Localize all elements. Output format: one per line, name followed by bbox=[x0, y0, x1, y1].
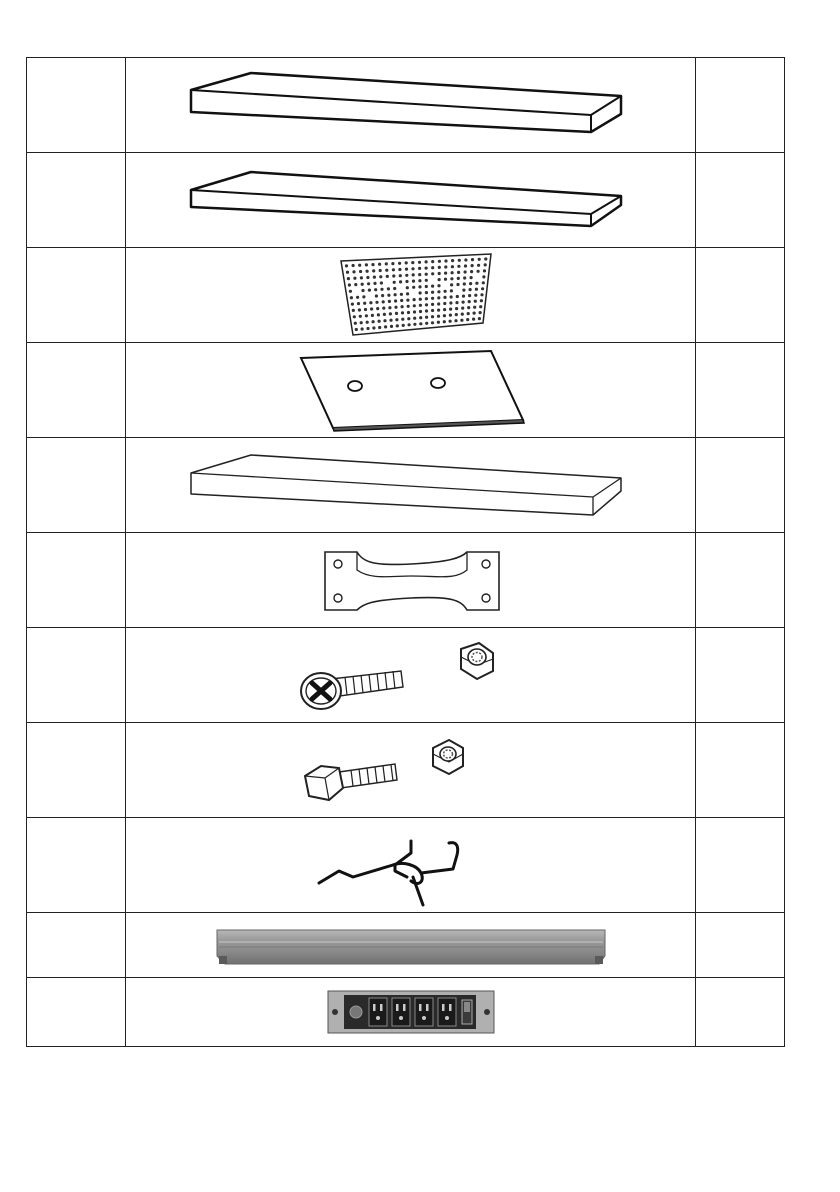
part-id bbox=[27, 153, 126, 248]
perforation-hole bbox=[443, 308, 446, 311]
perforation-hole bbox=[418, 279, 421, 282]
perforation-hole bbox=[461, 301, 464, 304]
perforation-hole bbox=[406, 299, 409, 302]
part-row bbox=[27, 248, 785, 343]
part-row bbox=[27, 978, 785, 1047]
perforation-hole bbox=[371, 263, 374, 266]
part-qty bbox=[696, 628, 785, 723]
part-image bbox=[126, 343, 696, 438]
perforation-hole bbox=[437, 272, 440, 275]
perforation-hole bbox=[391, 268, 394, 271]
part-row bbox=[27, 723, 785, 818]
perforation-hole bbox=[418, 273, 421, 276]
perforation-hole bbox=[354, 328, 357, 331]
perforation-hole bbox=[378, 326, 381, 329]
perforation-hole bbox=[354, 283, 357, 286]
perforation-hole bbox=[356, 302, 359, 305]
perforation-hole bbox=[443, 302, 446, 305]
perforation-hole bbox=[424, 297, 427, 300]
perforation-hole bbox=[379, 281, 382, 284]
perforation-hole bbox=[454, 319, 457, 322]
part-row bbox=[27, 58, 785, 153]
part-image bbox=[126, 628, 696, 723]
perforation-hole bbox=[366, 327, 369, 330]
perforation-hole bbox=[436, 321, 439, 324]
part-row bbox=[27, 818, 785, 913]
perforation-hole bbox=[356, 296, 359, 299]
perforation-hole bbox=[393, 293, 396, 296]
perforation-hole bbox=[405, 286, 408, 289]
perforation-hole bbox=[466, 318, 469, 321]
perforation-hole bbox=[351, 309, 354, 312]
perforation-hole bbox=[450, 271, 453, 274]
perforation-hole bbox=[378, 263, 381, 266]
perforation-hole bbox=[476, 270, 479, 273]
perforation-hole bbox=[372, 326, 375, 329]
perforation-hole bbox=[473, 300, 476, 303]
perforation-hole bbox=[382, 313, 385, 316]
perforation-hole bbox=[385, 269, 388, 272]
perforation-hole bbox=[449, 301, 452, 304]
perforation-hole bbox=[424, 267, 427, 270]
board-panel-icon bbox=[181, 445, 641, 525]
outlet-icon bbox=[369, 998, 387, 1026]
perforation-hole bbox=[437, 266, 440, 269]
perforation-hole bbox=[436, 315, 439, 318]
perforation-hole bbox=[378, 269, 381, 272]
perforation-hole bbox=[392, 281, 395, 284]
perforation-hole bbox=[456, 277, 459, 280]
part-row bbox=[27, 533, 785, 628]
perforation-hole bbox=[359, 276, 362, 279]
perforation-hole bbox=[431, 303, 434, 306]
part-qty bbox=[696, 978, 785, 1047]
perforation-hole bbox=[400, 299, 403, 302]
perforation-hole bbox=[394, 312, 397, 315]
perforation-hole bbox=[472, 312, 475, 315]
perforation-hole bbox=[437, 296, 440, 299]
perforation-hole bbox=[454, 313, 457, 316]
perforation-hole bbox=[455, 301, 458, 304]
outlet-icon bbox=[438, 998, 456, 1026]
perforation-hole bbox=[474, 294, 477, 297]
perforation-hole bbox=[411, 267, 414, 270]
perforation-hole bbox=[405, 274, 408, 277]
perforation-hole bbox=[482, 269, 485, 272]
perforation-hole bbox=[450, 265, 453, 268]
perforation-hole bbox=[419, 322, 422, 325]
perforation-hole bbox=[351, 264, 354, 267]
perforation-hole bbox=[457, 265, 460, 268]
perforation-hole bbox=[406, 311, 409, 314]
perforation-hole bbox=[457, 259, 460, 262]
perforation-hole bbox=[362, 295, 365, 298]
perforation-hole bbox=[367, 282, 370, 285]
perforation-hole bbox=[460, 313, 463, 316]
perforation-hole bbox=[437, 309, 440, 312]
perforation-hole bbox=[462, 282, 465, 285]
perforation-hole bbox=[444, 259, 447, 262]
wire-hook-icon bbox=[311, 821, 511, 909]
perforation-hole bbox=[374, 288, 377, 291]
perforation-hole bbox=[468, 288, 471, 291]
perforation-hole bbox=[412, 310, 415, 313]
part-qty bbox=[696, 723, 785, 818]
perforation-hole bbox=[366, 276, 369, 279]
perforation-hole bbox=[412, 286, 415, 289]
part-row bbox=[27, 343, 785, 438]
perforation-hole bbox=[404, 261, 407, 264]
perforation-hole bbox=[474, 288, 477, 291]
perforation-hole bbox=[372, 269, 375, 272]
perforation-hole bbox=[460, 319, 463, 322]
part-row bbox=[27, 913, 785, 978]
perforation-hole bbox=[359, 321, 362, 324]
perforation-hole bbox=[353, 277, 356, 280]
part-qty bbox=[696, 58, 785, 153]
perforation-hole bbox=[443, 278, 446, 281]
perforation-hole bbox=[371, 320, 374, 323]
perforation-hole bbox=[418, 298, 421, 301]
perforation-hole bbox=[411, 273, 414, 276]
part-qty bbox=[696, 913, 785, 978]
perforation-hole bbox=[411, 261, 414, 264]
part-id bbox=[27, 438, 126, 533]
perforation-hole bbox=[400, 305, 403, 308]
perforation-hole bbox=[369, 301, 372, 304]
perforation-hole bbox=[469, 282, 472, 285]
perforation-hole bbox=[385, 275, 388, 278]
part-image bbox=[126, 913, 696, 978]
perforation-hole bbox=[467, 300, 470, 303]
long-board-icon bbox=[181, 65, 641, 145]
perforation-hole bbox=[381, 294, 384, 297]
perforation-hole bbox=[386, 287, 389, 290]
perforation-hole bbox=[477, 258, 480, 261]
perforation-hole bbox=[418, 310, 421, 313]
outlet-icon bbox=[415, 998, 433, 1026]
perforation-hole bbox=[361, 289, 364, 292]
perforation-hole bbox=[431, 297, 434, 300]
perforation-hole bbox=[483, 263, 486, 266]
perforation-hole bbox=[424, 309, 427, 312]
perforation-hole bbox=[481, 281, 484, 284]
perforation-hole bbox=[401, 318, 404, 321]
perforation-hole bbox=[358, 315, 361, 318]
perforation-hole bbox=[417, 261, 420, 264]
hex-nut-icon bbox=[433, 740, 463, 774]
perforation-hole bbox=[411, 280, 414, 283]
perforation-hole bbox=[457, 271, 460, 274]
perforation-hole bbox=[413, 317, 416, 320]
perforation-hole bbox=[365, 270, 368, 273]
long-board-icon bbox=[181, 160, 641, 240]
perforation-hole bbox=[424, 291, 427, 294]
perforation-hole bbox=[391, 262, 394, 265]
perforation-hole bbox=[359, 270, 362, 273]
perforation-hole bbox=[352, 315, 355, 318]
part-qty bbox=[696, 153, 785, 248]
perforation-hole bbox=[404, 268, 407, 271]
power-switch-icon bbox=[462, 1000, 472, 1024]
perforation-hole bbox=[470, 258, 473, 261]
part-qty bbox=[696, 248, 785, 343]
perforation-hole bbox=[348, 290, 351, 293]
perforation-hole bbox=[376, 307, 379, 310]
perforation-hole bbox=[413, 323, 416, 326]
perforation-hole bbox=[478, 311, 481, 314]
perforation-hole bbox=[345, 271, 348, 274]
perforation-hole bbox=[479, 299, 482, 302]
perforation-hole bbox=[451, 259, 454, 262]
perforation-hole bbox=[395, 324, 398, 327]
perforation-hole bbox=[384, 262, 387, 265]
perforation-hole bbox=[444, 265, 447, 268]
perforation-hole bbox=[431, 272, 434, 275]
perforation-hole bbox=[424, 273, 427, 276]
perforation-hole bbox=[406, 305, 409, 308]
perforation-hole bbox=[418, 291, 421, 294]
perforation-hole bbox=[370, 307, 373, 310]
perforation-hole bbox=[352, 270, 355, 273]
perforation-hole bbox=[387, 300, 390, 303]
perforation-hole bbox=[388, 306, 391, 309]
perforation-hole bbox=[398, 268, 401, 271]
perforation-hole bbox=[455, 295, 458, 298]
perforation-hole bbox=[437, 302, 440, 305]
perforation-hole bbox=[431, 309, 434, 312]
perforation-hole bbox=[424, 260, 427, 263]
part-image bbox=[126, 438, 696, 533]
part-image bbox=[126, 248, 696, 343]
perforation-hole bbox=[374, 294, 377, 297]
perforation-hole bbox=[405, 280, 408, 283]
perforation-hole bbox=[437, 278, 440, 281]
perforation-hole bbox=[376, 313, 379, 316]
perforation-hole bbox=[418, 304, 421, 307]
perforation-hole bbox=[480, 293, 483, 296]
parts-table bbox=[26, 57, 785, 1047]
perforation-hole bbox=[430, 321, 433, 324]
perforation-hole bbox=[393, 287, 396, 290]
perforation-hole bbox=[364, 263, 367, 266]
perforation-hole bbox=[401, 324, 404, 327]
part-id bbox=[27, 533, 126, 628]
perforation-hole bbox=[394, 299, 397, 302]
holed-plate-icon bbox=[291, 348, 531, 432]
perforation-hole bbox=[481, 287, 484, 290]
perforation-hole bbox=[448, 314, 451, 317]
perforation-hole bbox=[477, 317, 480, 320]
perforation-hole bbox=[475, 282, 478, 285]
perforation-hole bbox=[399, 280, 402, 283]
perforation-hole bbox=[346, 277, 349, 280]
part-row bbox=[27, 153, 785, 248]
part-id bbox=[27, 58, 126, 153]
perforation-hole bbox=[398, 262, 401, 265]
perforation-hole bbox=[443, 290, 446, 293]
perforation-hole bbox=[353, 322, 356, 325]
part-image bbox=[126, 58, 696, 153]
perforation-hole bbox=[364, 314, 367, 317]
perforation-hole bbox=[431, 291, 434, 294]
power-strip-icon bbox=[326, 985, 496, 1039]
perforation-hole bbox=[350, 303, 353, 306]
part-qty bbox=[696, 533, 785, 628]
perforation-hole bbox=[450, 277, 453, 280]
perforation-hole bbox=[383, 319, 386, 322]
part-id bbox=[27, 723, 126, 818]
perforation-hole bbox=[387, 294, 390, 297]
perforation-hole bbox=[360, 283, 363, 286]
perforation-hole bbox=[443, 296, 446, 299]
perforation-hole bbox=[418, 285, 421, 288]
perforation-hole bbox=[462, 289, 465, 292]
perforation-hole bbox=[467, 306, 470, 309]
perforation-hole bbox=[370, 314, 373, 317]
perforation-hole bbox=[380, 288, 383, 291]
part-row bbox=[27, 438, 785, 533]
perforation-hole bbox=[437, 260, 440, 263]
perforation-hole bbox=[360, 327, 363, 330]
perforation-hole bbox=[407, 317, 410, 320]
perforation-hole bbox=[463, 264, 466, 267]
perforation-hole bbox=[463, 276, 466, 279]
perforation-hole bbox=[379, 275, 382, 278]
perforation-hole bbox=[399, 293, 402, 296]
perforation-hole bbox=[442, 320, 445, 323]
perforation-hole bbox=[442, 314, 445, 317]
perforation-hole bbox=[484, 257, 487, 260]
perforation-hole bbox=[424, 279, 427, 282]
perforation-hole bbox=[425, 322, 428, 325]
perforation-hole bbox=[450, 283, 453, 286]
perforation-hole bbox=[375, 301, 378, 304]
perforation-hole bbox=[449, 308, 452, 311]
perforation-hole bbox=[437, 290, 440, 293]
perforated-plate-icon bbox=[321, 251, 501, 339]
perforation-hole bbox=[395, 318, 398, 321]
part-qty bbox=[696, 818, 785, 913]
part-image bbox=[126, 533, 696, 628]
perforation-hole bbox=[363, 302, 366, 305]
phillips-screw-and-nut-icon bbox=[291, 631, 531, 719]
perforation-hole bbox=[461, 295, 464, 298]
perforation-hole bbox=[398, 274, 401, 277]
perforation-hole bbox=[482, 275, 485, 278]
perforation-hole bbox=[377, 320, 380, 323]
perforation-hole bbox=[461, 307, 464, 310]
perforation-hole bbox=[389, 319, 392, 322]
perforation-hole bbox=[469, 276, 472, 279]
perforation-hole bbox=[431, 260, 434, 263]
perforation-hole bbox=[466, 312, 469, 315]
perforation-hole bbox=[425, 316, 428, 319]
perforation-hole bbox=[470, 264, 473, 267]
perforation-hole bbox=[419, 316, 422, 319]
perforation-hole bbox=[464, 258, 467, 261]
perforation-hole bbox=[449, 289, 452, 292]
perforation-hole bbox=[472, 318, 475, 321]
perforation-hole bbox=[407, 323, 410, 326]
perforation-hole bbox=[449, 295, 452, 298]
outlet-icon bbox=[392, 998, 410, 1026]
part-image bbox=[126, 723, 696, 818]
perforation-hole bbox=[363, 308, 366, 311]
part-id bbox=[27, 978, 126, 1047]
cable-tray-icon bbox=[211, 920, 611, 970]
perforation-hole bbox=[412, 298, 415, 301]
part-qty bbox=[696, 438, 785, 533]
perforation-hole bbox=[456, 283, 459, 286]
perforation-hole bbox=[384, 325, 387, 328]
perforation-hole bbox=[455, 307, 458, 310]
part-image bbox=[126, 153, 696, 248]
perforation-hole bbox=[412, 304, 415, 307]
perforation-hole bbox=[365, 321, 368, 324]
perforation-hole bbox=[392, 274, 395, 277]
perforation-hole bbox=[394, 306, 397, 309]
perforation-hole bbox=[477, 264, 480, 267]
perforation-hole bbox=[448, 320, 451, 323]
part-id bbox=[27, 818, 126, 913]
perforation-hole bbox=[367, 289, 370, 292]
perforation-hole bbox=[470, 270, 473, 273]
part-id bbox=[27, 628, 126, 723]
perforation-hole bbox=[358, 264, 361, 267]
part-image bbox=[126, 978, 696, 1047]
perforation-hole bbox=[388, 312, 391, 315]
perforation-hole bbox=[444, 272, 447, 275]
perforation-hole bbox=[424, 285, 427, 288]
part-id bbox=[27, 343, 126, 438]
perforation-hole bbox=[381, 300, 384, 303]
part-id bbox=[27, 248, 126, 343]
perforation-hole bbox=[347, 283, 350, 286]
bracket-icon bbox=[311, 540, 511, 620]
part-id bbox=[27, 913, 126, 978]
perforation-hole bbox=[424, 303, 427, 306]
perforation-hole bbox=[430, 315, 433, 318]
part-row bbox=[27, 628, 785, 723]
perforation-hole bbox=[389, 325, 392, 328]
perforation-hole bbox=[473, 306, 476, 309]
perforation-hole bbox=[344, 264, 347, 267]
part-qty bbox=[696, 343, 785, 438]
perforation-hole bbox=[382, 307, 385, 310]
perforation-hole bbox=[372, 276, 375, 279]
hex-bolt-icon bbox=[305, 764, 397, 800]
perforation-hole bbox=[373, 282, 376, 285]
part-image bbox=[126, 818, 696, 913]
perforation-hole bbox=[463, 270, 466, 273]
perforation-hole bbox=[406, 292, 409, 295]
perforation-hole bbox=[400, 311, 403, 314]
phillips-screw-icon bbox=[301, 671, 403, 709]
hex-nut-icon bbox=[461, 643, 493, 679]
perforation-hole bbox=[418, 267, 421, 270]
perforation-hole bbox=[431, 266, 434, 269]
perforation-hole bbox=[479, 305, 482, 308]
perforation-hole bbox=[357, 308, 360, 311]
perforation-hole bbox=[437, 284, 440, 287]
hex-bolt-and-nut-icon bbox=[291, 726, 531, 814]
perforation-hole bbox=[349, 296, 352, 299]
perforation-hole bbox=[468, 294, 471, 297]
perforation-hole bbox=[431, 285, 434, 288]
